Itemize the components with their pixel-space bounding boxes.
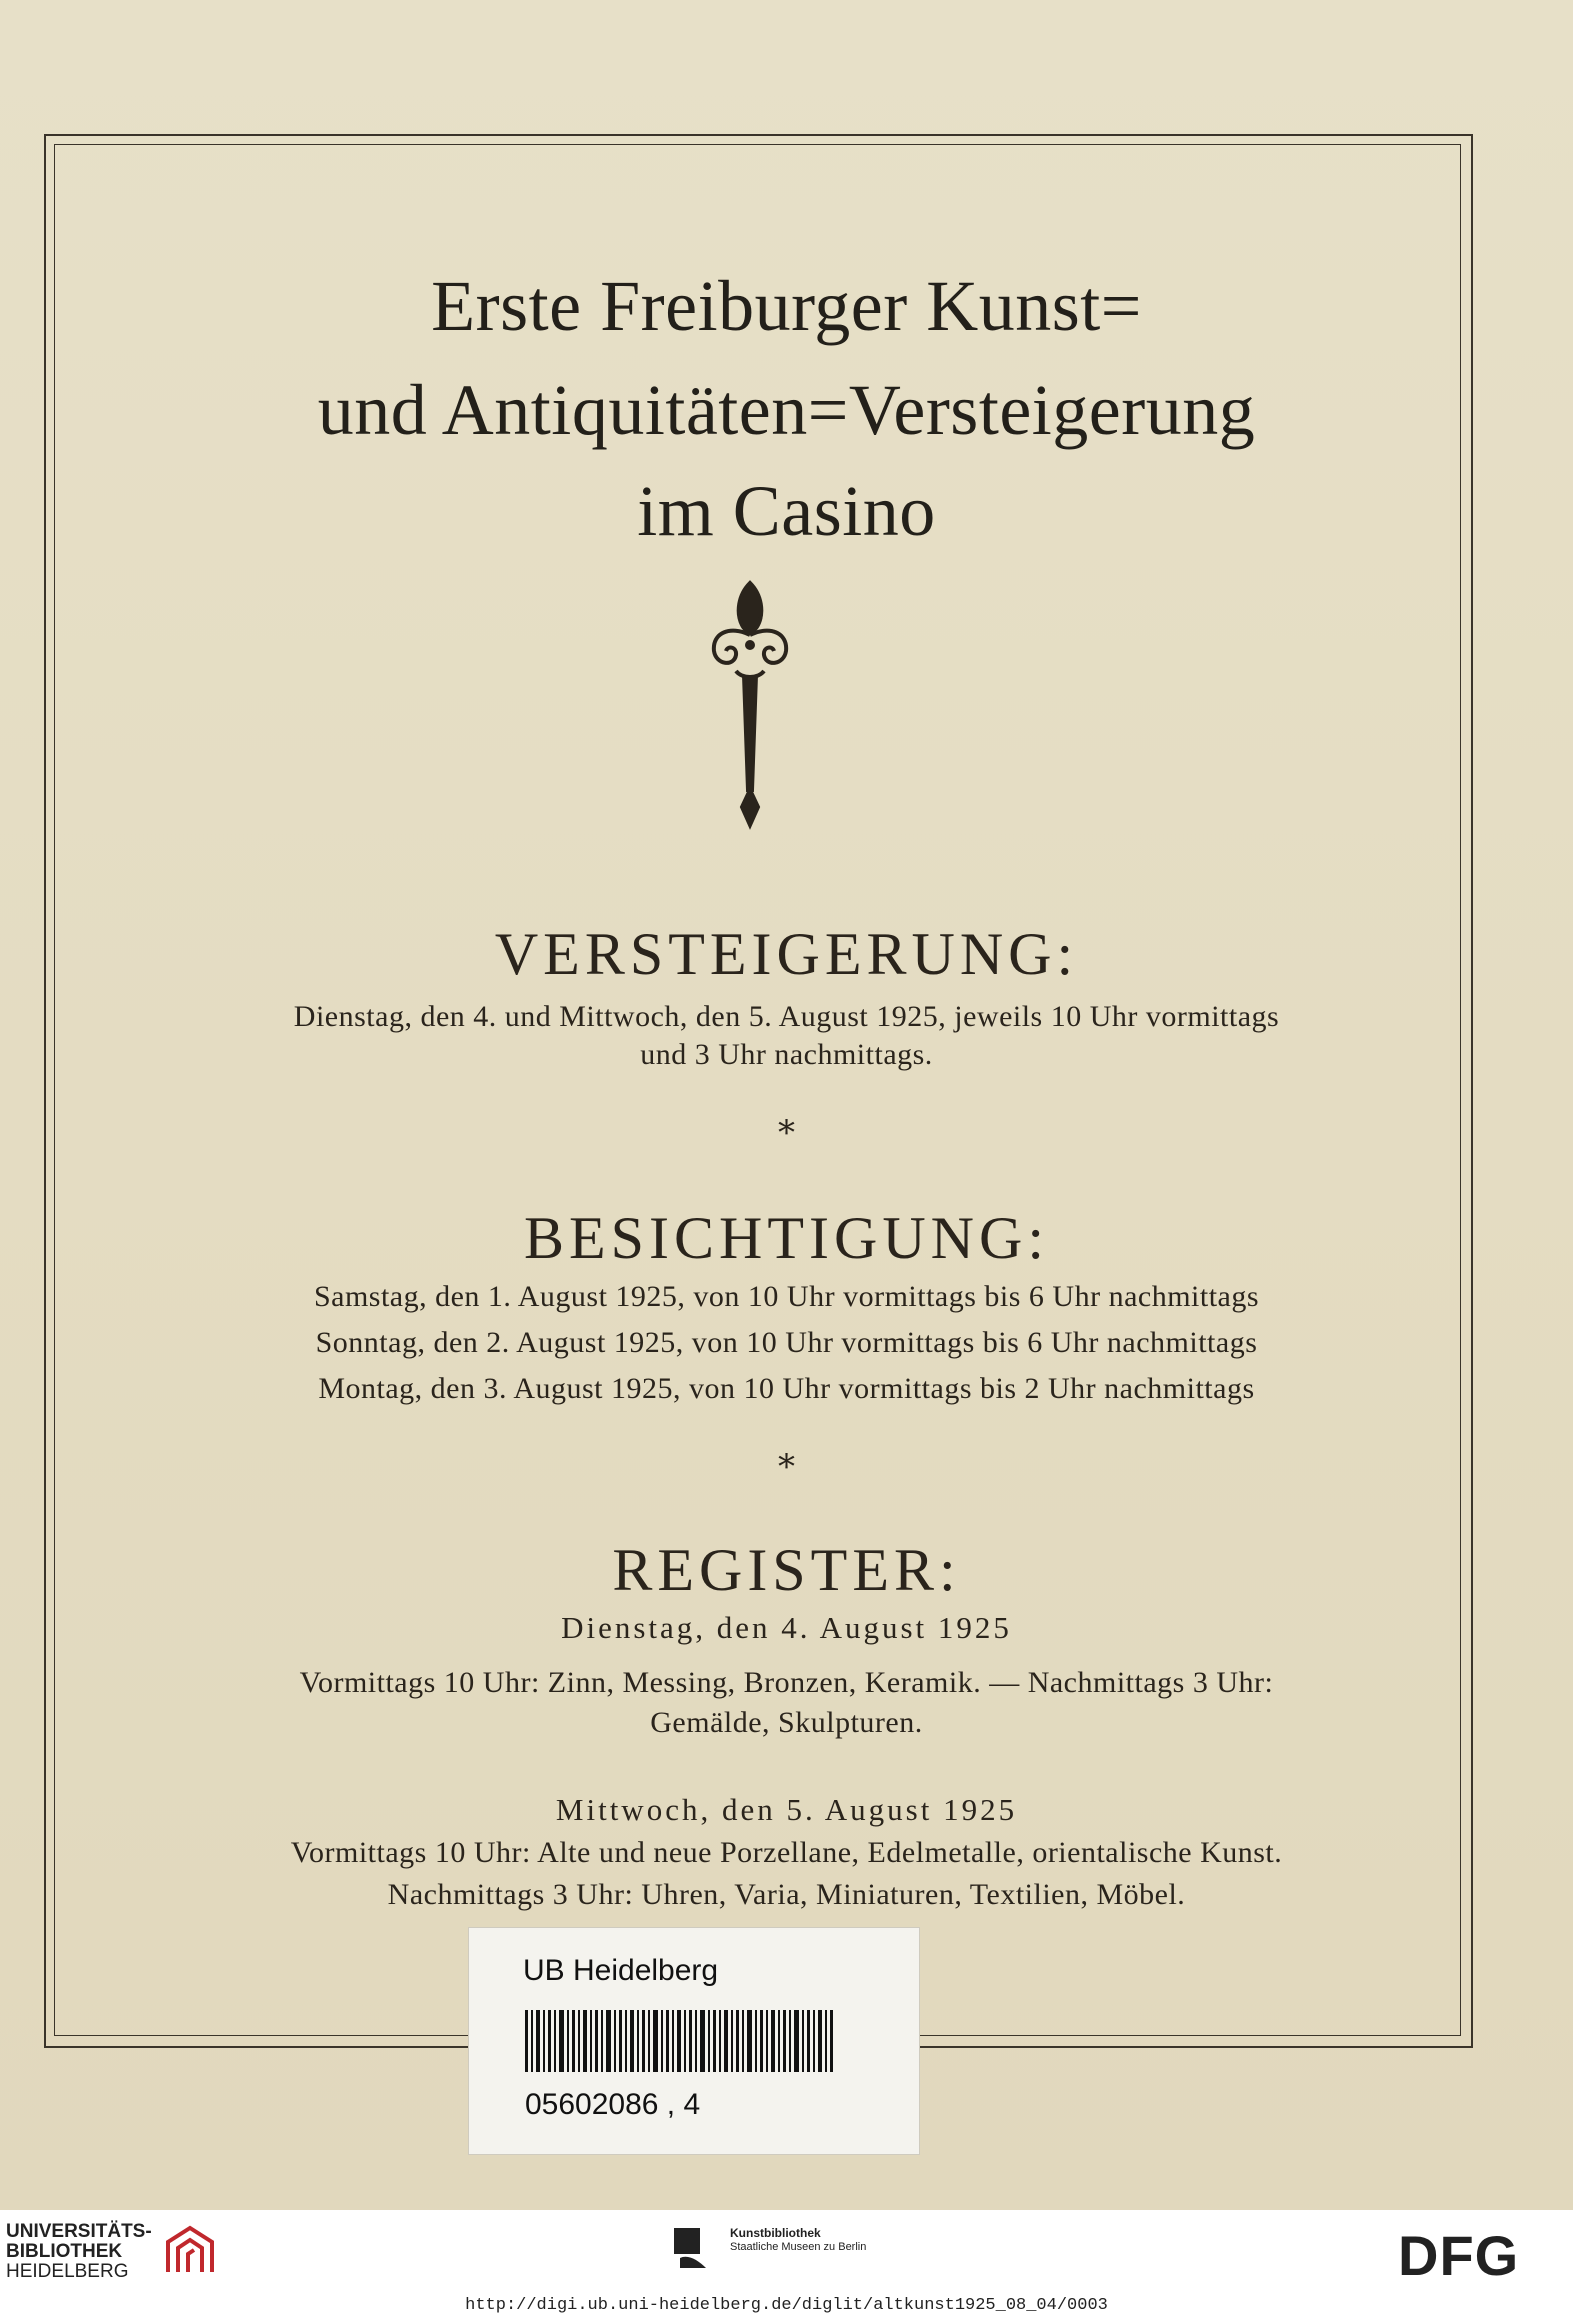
ub-line-1: UNIVERSITÄTS- (6, 2221, 152, 2242)
versteigerung-line-1: Dienstag, den 4. und Mittwoch, den 5. August 1925, jeweils 10 Uhr vormittags (293, 1000, 1280, 1033)
ub-line-3: HEIDELBERG (6, 2261, 129, 2282)
title-line-1: Erste Freiburger Kunst= (431, 266, 1142, 346)
barcode-icon (525, 2010, 835, 2072)
besichtigung-line-2: Sonntag, den 2. August 1925, von 10 Uhr vormittags bis 6 Uhr nachmittags (315, 1326, 1258, 1359)
register-day1-line-1: Vormittags 10 Uhr: Zinn, Messing, Bronzen, Keramik. — Nachmittags 3 Uhr: (299, 1666, 1274, 1699)
ub-line-2: BIBLIOTHEK (6, 2241, 123, 2262)
star-separator-1: * (778, 1113, 795, 1153)
title-line-3: im Casino (637, 471, 936, 551)
stamp-number: 05602086 , 4 (525, 2088, 701, 2121)
kunstbibliothek-wordmark (730, 2226, 866, 2254)
register-day2-title: Mittwoch, den 5. August 1925 (555, 1792, 1018, 1827)
register-heading: REGISTER: (612, 1537, 961, 1603)
besichtigung-line-3: Montag, den 3. August 1925, von 10 Uhr vormittags bis 2 Uhr nachmittags (318, 1372, 1255, 1405)
register-day1-line-2: Gemälde, Skulpturen. (650, 1706, 923, 1739)
besichtigung-heading: BESICHTIGUNG: (524, 1205, 1049, 1271)
stamp-title: UB Heidelberg (523, 1954, 719, 1987)
ub-heidelberg-logo-icon (160, 2222, 220, 2282)
register-day2-line-1: Vormittags 10 Uhr: Alte und neue Porzellane, Edelmetalle, orientalische Kunst. (290, 1836, 1283, 1869)
register-day2-line-2: Nachmittags 3 Uhr: Uhren, Varia, Miniaturen, Textilien, Möbel. (387, 1878, 1186, 1911)
versteigerung-heading: VERSTEIGERUNG: (494, 921, 1079, 987)
library-barcode-label (469, 1928, 919, 2154)
ub-heidelberg-wordmark (6, 2222, 152, 2282)
floral-ornament-icon (700, 575, 800, 835)
dfg-logo: DFG (1398, 2224, 1520, 2287)
kb-line-2: Staatliche Museen zu Berlin (730, 2241, 867, 2253)
title-line-2: und Antiquitäten=Versteigerung (317, 370, 1256, 450)
kunstbibliothek-logo-icon (670, 2224, 718, 2272)
register-day1-title: Dienstag, den 4. August 1925 (561, 1610, 1012, 1645)
kb-line-1: Kunstbibliothek (730, 2226, 821, 2240)
source-url[interactable]: http://digi.ub.uni-heidelberg.de/diglit/altkunst1925_08_04/0003 (465, 2296, 1108, 2315)
versteigerung-line-2: und 3 Uhr nachmittags. (640, 1038, 933, 1071)
besichtigung-line-1: Samstag, den 1. August 1925, von 10 Uhr vormittags bis 6 Uhr nachmittags (313, 1280, 1260, 1313)
star-separator-2: * (778, 1447, 795, 1487)
